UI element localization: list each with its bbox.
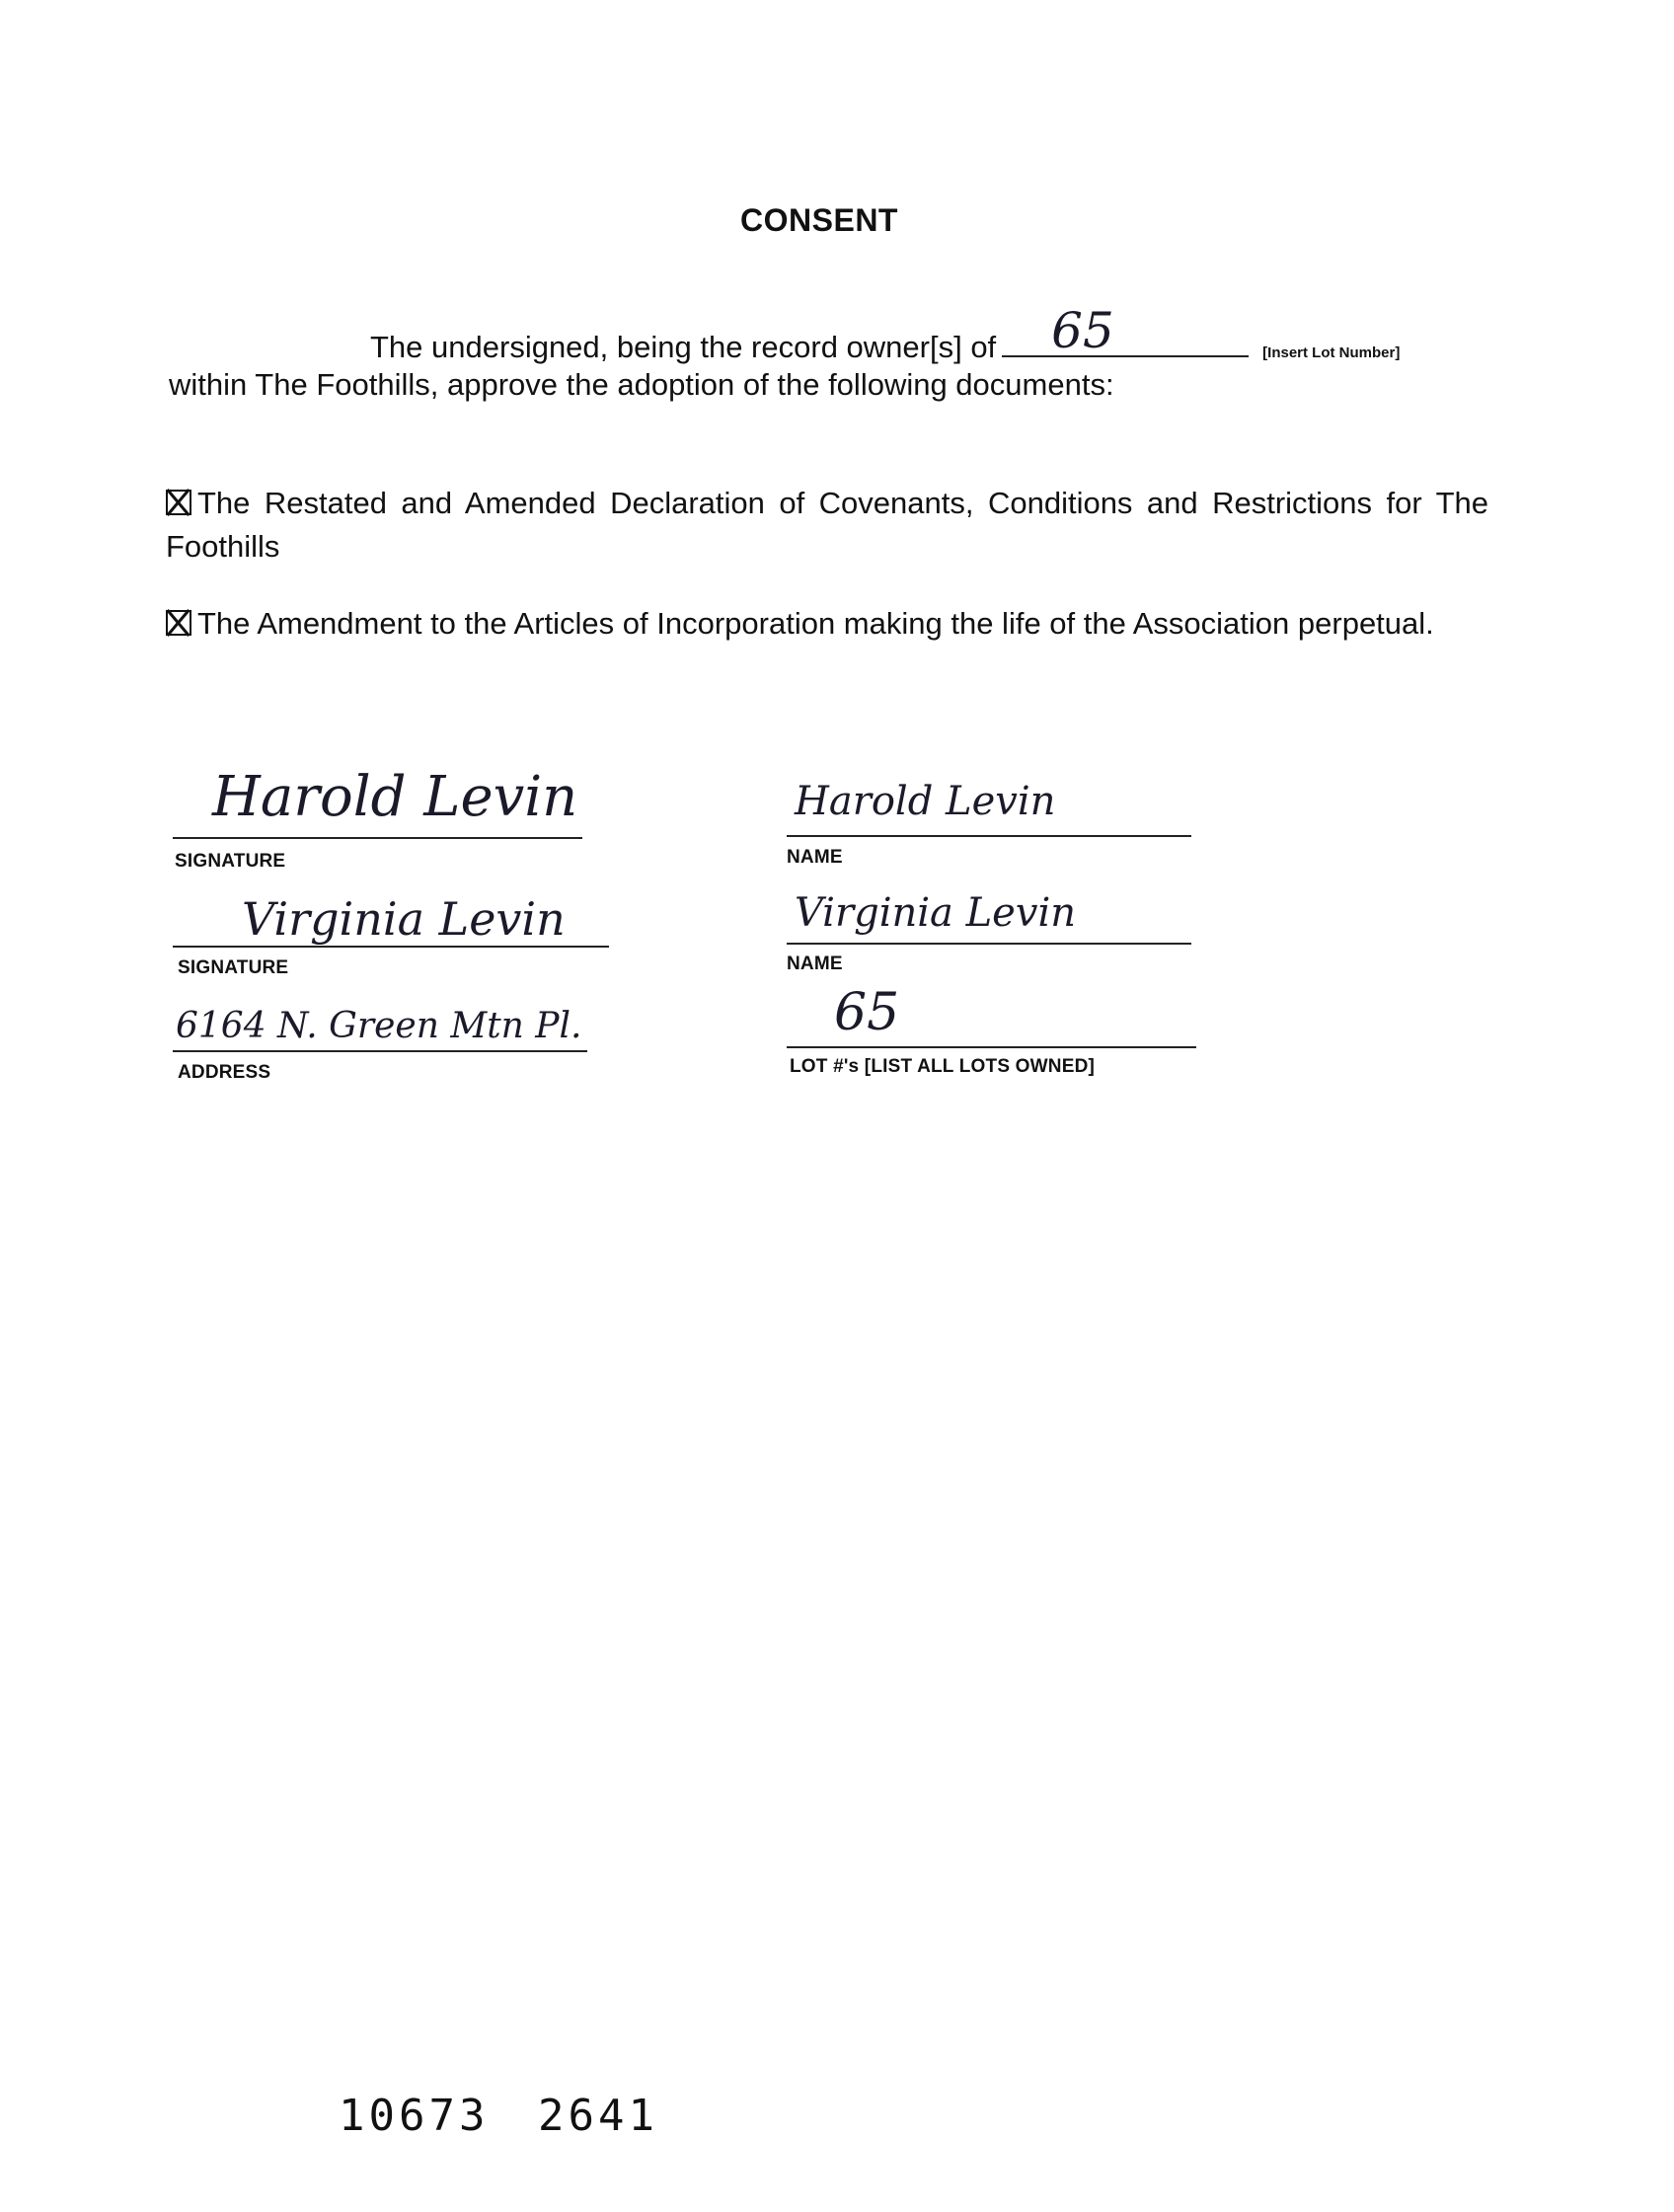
signature-2-label: SIGNATURE — [178, 957, 289, 978]
address-label: ADDRESS — [178, 1062, 271, 1083]
signature-2-line[interactable] — [173, 946, 609, 948]
intro-line-2: within The Foothills, approve the adoption of the following documents: — [169, 367, 1114, 402]
signature-2-handwritten: Virginia Levin — [242, 892, 566, 946]
document-title: CONSENT — [740, 202, 898, 238]
signature-1-line[interactable] — [173, 837, 582, 839]
footer-number-1: 10673 — [339, 2091, 490, 2141]
address-line[interactable] — [173, 1050, 587, 1052]
document-item-declaration — [166, 482, 1488, 569]
name-2-label: NAME — [787, 953, 843, 974]
document-item-amendment — [166, 602, 1488, 646]
name-1-line[interactable] — [787, 835, 1191, 837]
lots-label: LOT #'s [LIST ALL LOTS OWNED] — [790, 1056, 1096, 1077]
name-1-handwritten: Harold Levin — [795, 779, 1056, 824]
amendment-checkbox[interactable] — [166, 610, 191, 636]
lot-number-handwritten: 65 — [1051, 302, 1114, 359]
lots-line[interactable] — [787, 1046, 1196, 1048]
intro-line-1 — [370, 302, 1401, 365]
signature-1-handwritten: Harold Levin — [212, 765, 578, 829]
declaration-text: The Restated and Amended Declaration of Covenants, Conditions and Restrictions for The Foothills — [166, 486, 1488, 564]
signature-1-label: SIGNATURE — [175, 851, 286, 872]
insert-lot-note: [Insert Lot Number] — [1262, 344, 1401, 361]
footer-number-2: 2641 — [538, 2091, 658, 2141]
declaration-checkbox[interactable] — [166, 490, 191, 515]
name-2-line[interactable] — [787, 943, 1191, 945]
intro-text: The undersigned, being the record owner[s] of — [370, 330, 997, 364]
lot-number-field[interactable] — [1002, 302, 1249, 359]
amendment-text: The Amendment to the Articles of Incorporation making the life of the Association perpetual. — [197, 606, 1434, 641]
name-2-handwritten: Virginia Levin — [795, 890, 1076, 936]
name-1-label: NAME — [787, 847, 843, 868]
lots-handwritten: 65 — [834, 983, 900, 1042]
address-handwritten: 6164 N. Green Mtn Pl. — [176, 1006, 582, 1046]
